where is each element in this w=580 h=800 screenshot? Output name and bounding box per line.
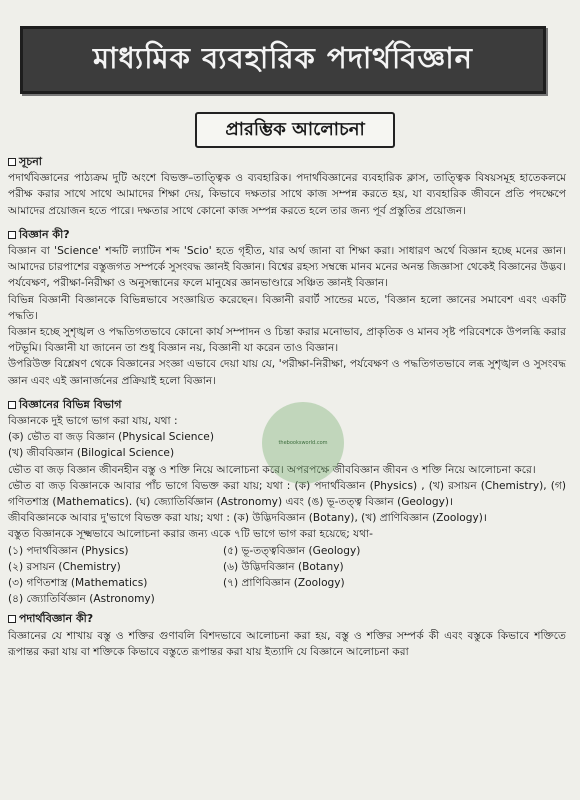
heading-physics: পদার্থবিজ্ঞান কী? xyxy=(8,611,566,627)
book-title: মাধ্যমিক ব্যবহারিক পদার্থবিজ্ঞান xyxy=(93,40,473,75)
branches-intro: বিজ্ঞানকে দুই ভাগে ভাগ করা যায়, যথা : xyxy=(8,415,178,428)
list-item: (১) পদার্থবিজ্ঞান (Physics) xyxy=(8,544,129,557)
list-item: (৫) ভূ-তত্ত্ববিজ্ঞান (Geology) xyxy=(223,544,361,557)
list-item: (৬) উদ্ভিদবিজ্ঞান (Botany) xyxy=(223,560,344,573)
branches-paragraph-1: ভৌত বা জড় বিজ্ঞান জীবনহীন বস্তু ও শক্তি নিয়ে আলোচনা করে। অপরপক্ষে জীববিজ্ঞান জীবন ও শক্তি নিয়ে আলোচনা করে। xyxy=(8,463,536,476)
branch-item-physical: (ক) ভৌত বা জড় বিজ্ঞান (Physical Science) xyxy=(8,431,214,444)
branches-paragraph-4: বস্তুত বিজ্ঞানকে সূক্ষ্মভাবে আলোচনা করার জন্য একে ৭টি ভাগে ভাগ করা হয়েছে; যথা- xyxy=(8,528,373,541)
seven-branches-list xyxy=(8,543,566,608)
list-item: (৩) গণিতশাস্ত্র (Mathematics) xyxy=(8,577,148,590)
intro-paragraph: পদার্থবিজ্ঞানের পাঠ্যক্রম দুটি অংশে বিভক্ত–তাত্ত্বিক ও ব্যবহারিক। পদার্থবিজ্ঞানের ব্যবহারিক ক্লাস, তাত্ত্বিক বিষয়সমূহ হাতেকলমে পরীক্ষ করার সাথে সাথে আমাদের শিক্ষা দেয়, কিভাবে দক্ষতার সাথে কাজ সম্পন্ন করতে হয়, যা ব্যবহারিক জীবনে প্রতি পদক্ষেপে আমাদের প্রয়োজন হতে পারে। দক্ষতার সাথে কোনো কাজ সম্পন্ন করতে হলে তার জন্য পূর্ব প্রস্তুতির প্রয়োজন। xyxy=(8,172,566,217)
science-paragraph-4: উপরিউক্ত বিশ্লেষণ থেকে বিজ্ঞানের সংজ্ঞা এভাবে দেয়া যায় যে, 'পরীক্ষা-নিরীক্ষা, পর্যবেক্ষণ ও পদ্ধতিগতভাবে লব্ধ সুশৃঙ্খল ও সুসংবদ্ধ জ্ঞান এবং এই জ্ঞানার্জনের প্রক্রিয়াই হলো বিজ্ঞান। xyxy=(8,358,566,387)
section-title: প্রারম্ভিক আলোচনা xyxy=(225,118,365,140)
science-paragraph-3: বিজ্ঞান হচ্ছে সুশৃঙ্খল ও পদ্ধতিগতভাবে কোনো কার্য সম্পাদন ও চিন্তা করার মনোভাব, প্রাকৃতিক ও মানব সৃষ্ট পরিবেশকে উপলব্ধি করার পটভূমি। বিজ্ঞানী যা জানেন তা শুধু বিজ্ঞান নয়, বিজ্ঞানী যা করেন তাও বিজ্ঞান। xyxy=(8,326,566,355)
list-column-right xyxy=(223,543,438,608)
heading-intro: সূচনা xyxy=(8,154,566,170)
watermark-logo xyxy=(262,402,344,484)
heading-branches: বিজ্ঞানের বিভিন্ন বিভাগ xyxy=(8,397,566,413)
watermark-text: thebooksworld.com xyxy=(278,440,328,446)
science-paragraph-2: বিভিন্ন বিজ্ঞানী বিজ্ঞানকে বিভিন্নভাবে সংজ্ঞায়িত করেছেন। বিজ্ঞানী রবার্ট সান্ডের মতে, 'বিজ্ঞান হলো জ্ঞানের সমাবেশ এবং একটি পদ্ধতি। xyxy=(8,293,566,322)
list-item: (৭) প্রাণিবিজ্ঞান (Zoology) xyxy=(223,577,345,590)
section-title-box xyxy=(195,112,395,148)
branches-paragraph-2: ভৌত বা জড় বিজ্ঞানকে আবার পাঁচ ভাগে বিভক্ত করা যায়; যথা : (ক) পদার্থবিজ্ঞান (Physics) , (খ) রসায়ন (Chemistry), (গ) গণিতশাস্ত্র (Mathematics). (ঘ) জ্যোতির্বিজ্ঞান (Astronomy) এবং (ঙ) ভূ-তত্ত্ব বিজ্ঞান (Geology)। xyxy=(8,479,566,509)
branch-item-biological: (খ) জীববিজ্ঞান (Bilogical Science) xyxy=(8,447,175,460)
heading-what-is-science: বিজ্ঞান কী? xyxy=(8,227,566,243)
science-paragraph-1: বিজ্ঞান বা 'Science' শব্দটি ল্যাটিন শব্দ 'Scio' হতে গৃহীত, যার অর্থ জানা বা শিক্ষা করা। সাধারণ অর্থে বিজ্ঞান হচ্ছে মনের জ্ঞান। আমাদের চারপাশের বস্তুজগত সম্পর্কে সুসংবদ্ধ জ্ঞানই বিজ্ঞান। বিশ্বের রহস্য সম্বন্ধে মানব মনের অনন্ত জিজ্ঞাসা থেকেই বিজ্ঞানের উদ্ভব। পর্যবেক্ষণ, পরীক্ষা-নিরীক্ষা ও অনুসন্ধানের ফলে মানুষের জ্ঞানভাণ্ডারে সঞ্চিত জ্ঞানই বিজ্ঞান। xyxy=(8,245,566,290)
list-item: (২) রসায়ন (Chemistry) xyxy=(8,560,121,573)
list-item: (৪) জ্যোতির্বিজ্ঞান (Astronomy) xyxy=(8,593,155,606)
list-column-left xyxy=(8,543,223,608)
title-banner xyxy=(20,26,546,94)
physics-paragraph: বিজ্ঞানের যে শাখায় বস্তু ও শক্তির গুণাবলি বিশদভাবে আলোচনা করা হয়, বস্তু ও শক্তির সম্পর্ক কী এবং বস্তুকে কিভাবে শক্তিতে রূপান্তর করা যায় বা শক্তিকে কিভাবে বস্তুতে রূপান্তর করা যায় ইত্যাদি যে বিজ্ঞানে আলোচনা করা xyxy=(8,629,566,658)
branches-paragraph-3: জীববিজ্ঞানকে আবার দু'ভাগে বিভক্ত করা যায়; যথা : (ক) উদ্ভিদবিজ্ঞান (Botany), (খ) প্রাণিবিজ্ঞান (Zoology)। xyxy=(8,512,487,525)
